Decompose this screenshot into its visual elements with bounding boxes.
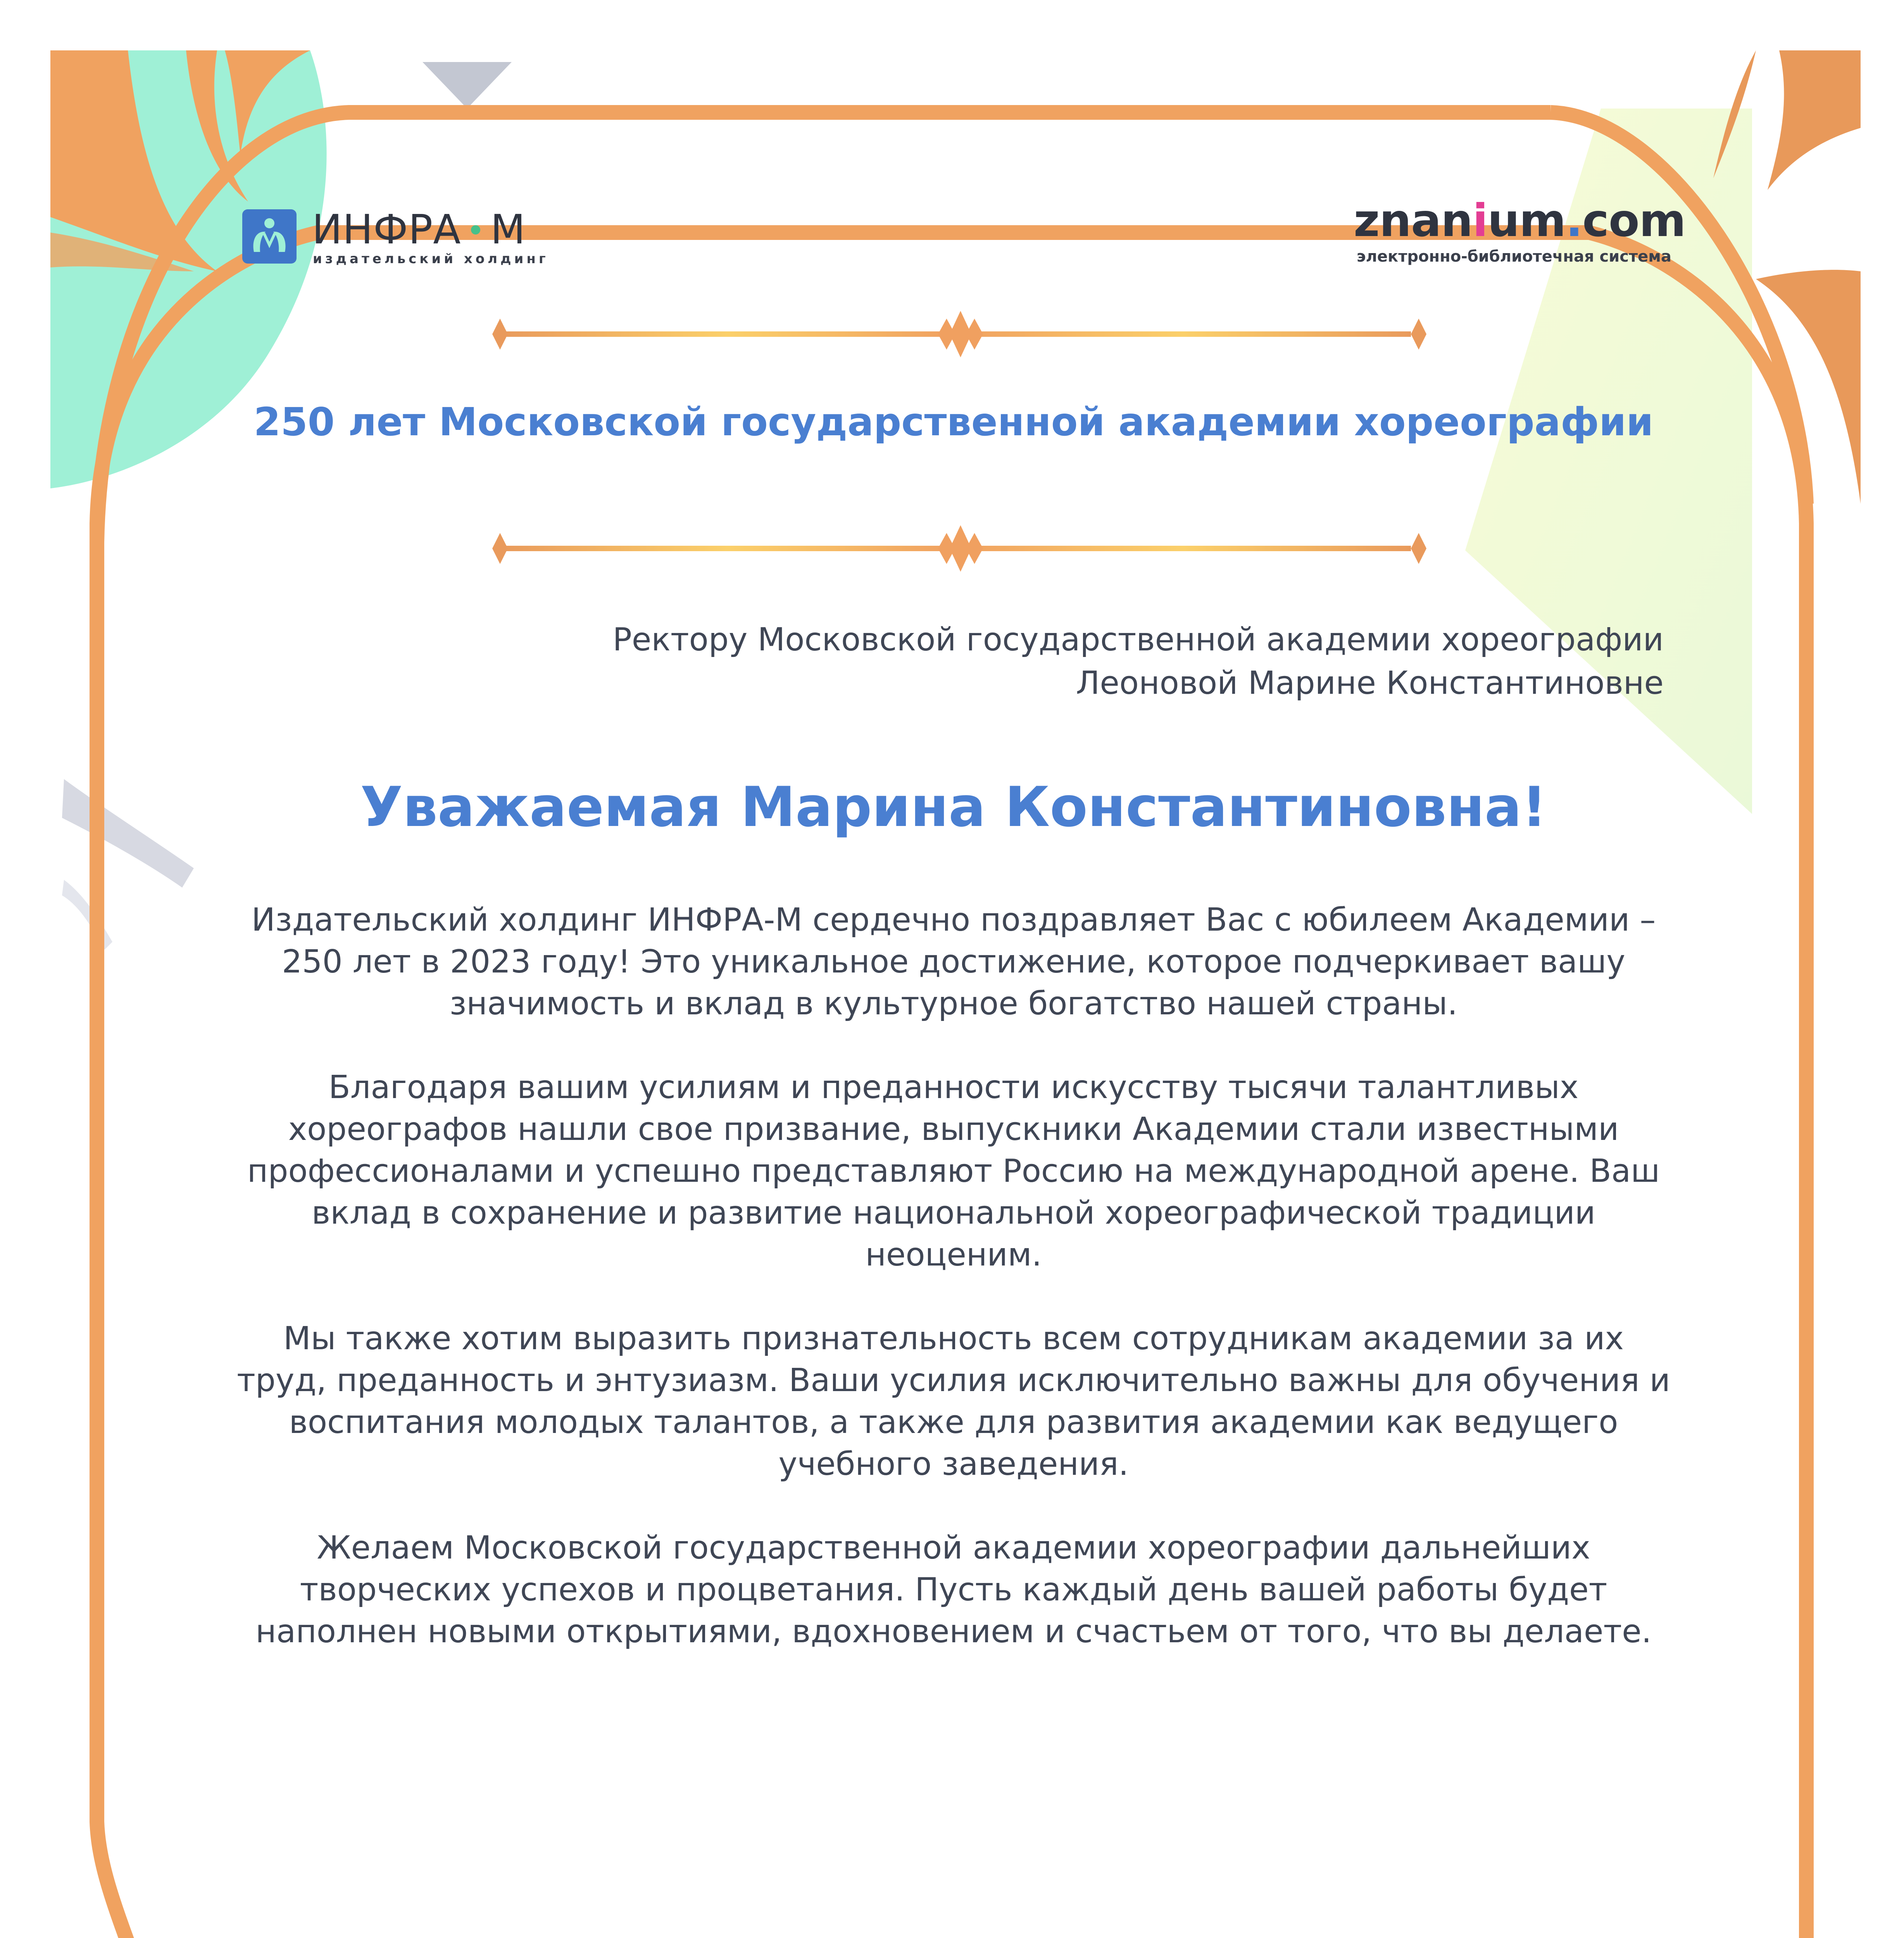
gray-ribbon-left xyxy=(62,779,194,950)
addressee-position: Ректору Московской государственной академии хореографии xyxy=(612,621,1664,658)
divider-bottom xyxy=(492,525,1426,572)
paragraph: Благодаря вашим усилиям и преданности искусству тысячи талантливых хореографов нашли свое призвание, выпускники Академии стали известными профессионалами и успешно представляют Россию на международной арене. Ваш вклад в сохранение и развитие национальной хореографической традиции неоценим. xyxy=(247,1069,1660,1273)
divider-top xyxy=(492,311,1426,357)
green-dot-icon xyxy=(471,225,480,234)
addressee-name: Леоновой Марине Константиновне xyxy=(1076,665,1664,702)
gray-triangle-top xyxy=(423,62,512,109)
infra-m-logo-name: ИНФРА М xyxy=(312,206,526,253)
infra-m-logo xyxy=(242,206,549,275)
addressee-block xyxy=(612,618,1664,705)
infra-m-logo-icon xyxy=(242,209,297,264)
paragraph: Желаем Московской государственной академии хореографии дальнейших творческих успехов и процветания. Пусть каждый день вашей работы будет наполнен новыми открытиями, вдохновением и счастьем от того, что вы делаете. xyxy=(255,1529,1652,1650)
letter-body xyxy=(236,899,1671,1695)
document-title: 250 лет Московской государственной академии хореографии xyxy=(254,399,1654,445)
infra-m-logo-subtitle: издательский холдинг xyxy=(313,251,549,267)
znanium-logo-name: znanium.com xyxy=(1354,195,1686,247)
paragraph: Мы также хотим выразить признательность всем сотрудникам академии за их труд, преданность и энтузиазм. Ваши усилия исключительно важны для обучения и воспитания молодых талантов, а также для развития академии как ведущего учебного заведения. xyxy=(237,1320,1670,1483)
znanium-logo xyxy=(1354,195,1686,273)
salutation: Уважаемая Марина Константиновна! xyxy=(360,775,1547,839)
paragraph: Издательский холдинг ИНФРА-М сердечно поздравляет Вас с юбилеем Академии – 250 лет в 2023 году! Это уникальное достижение, которое подчеркивает вашу значимость и вклад в культурное богатство нашей страны. xyxy=(251,902,1656,1022)
znanium-logo-subtitle: электронно-библиотечная система xyxy=(1356,248,1671,266)
